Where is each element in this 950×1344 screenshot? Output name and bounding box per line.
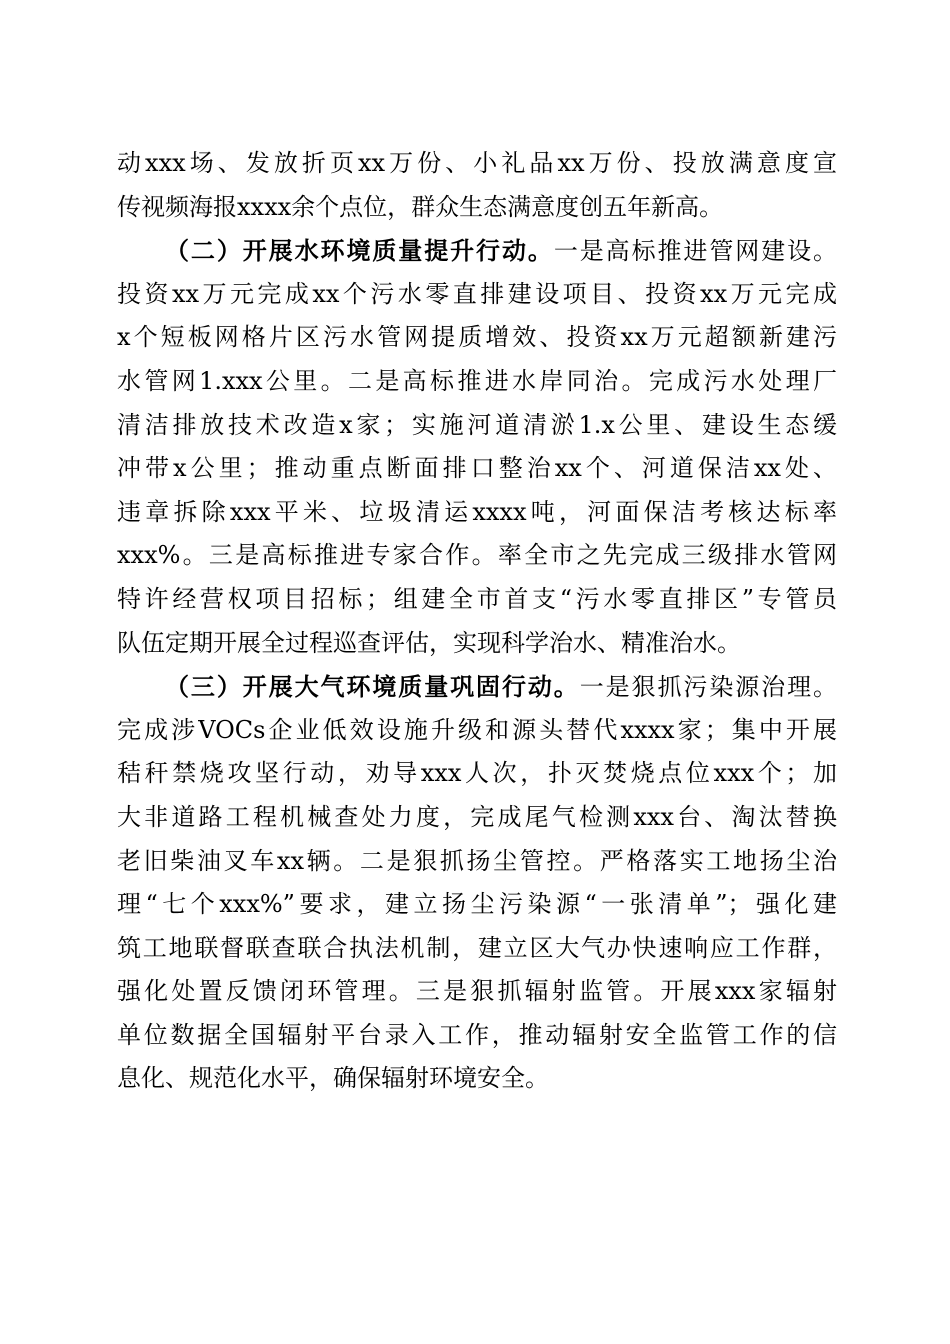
text-line: 传视频海报xxxx余个点位，群众生态满意度创五年新高。 <box>117 192 724 221</box>
text-line: 冲带x公里；推动重点断面排口整治xx个、河道保洁xx处、 <box>117 454 837 483</box>
text-line: 筑工地联督联查联合执法机制，建立区大气办快速响应工作群， <box>117 933 837 962</box>
text-line: 大非道路工程机械查处力度，完成尾气检测xxx台、淘汰替换 <box>117 802 837 831</box>
text-line: xxx%。三是高标推进专家合作。率全市之先完成三级排水管网 <box>117 541 837 570</box>
paragraph-3 <box>117 665 837 1101</box>
text-line: 息化、规范化水平，确保辐射环境安全。 <box>117 1064 549 1093</box>
text-line: 水管网1.xxx公里。二是高标推进水岸同治。完成污水处理厂 <box>117 366 837 395</box>
text-line: 单位数据全国辐射平台录入工作，推动辐射安全监管工作的信 <box>117 1020 837 1049</box>
text-line: 特许经营权项目招标；组建全市首支“污水零直排区”专管员 <box>117 584 837 613</box>
paragraph-2 <box>117 229 837 665</box>
text-line: 强化处置反馈闭环管理。三是狠抓辐射监管。开展xxx家辐射 <box>117 977 837 1006</box>
text-line: 动xxx场、发放折页xx万份、小礼品xx万份、投放满意度宣 <box>117 149 837 177</box>
document-page <box>117 142 837 1101</box>
paragraph-first-line <box>117 229 837 273</box>
text-line: 老旧柴油叉车xx辆。二是狠抓扬尘管控。严格落实工地扬尘治 <box>117 846 837 875</box>
text-line: 清洁排放技术改造x家；实施河道清淤1.x公里、建设生态缓 <box>117 410 837 439</box>
text-line: 完成涉VOCs企业低效设施升级和源头替代xxxx家；集中开展 <box>117 715 837 744</box>
section-heading: （三）开展大气环境质量巩固行动。 <box>165 672 580 702</box>
text-span: 一是高标推进管网建设。 <box>553 237 838 266</box>
section-heading: （二）开展水环境质量提升行动。 <box>165 236 554 266</box>
text-line: 理“七个xxx%”要求，建立扬尘污染源“一张清单”；强化建 <box>117 890 837 919</box>
text-line: 违章拆除xxx平米、垃圾清运xxxx吨，河面保洁考核达标率 <box>117 497 837 526</box>
text-line: 秸秆禁烧攻坚行动，劝导xxx人次，扑灭焚烧点位xxx个；加 <box>117 759 837 788</box>
text-line: x个短板网格片区污水管网提质增效、投资xx万元超额新建污 <box>117 323 837 352</box>
paragraph-first-line <box>117 665 837 709</box>
text-line: 投资xx万元完成xx个污水零直排建设项目、投资xx万元完成 <box>117 279 837 308</box>
paragraph-1 <box>117 142 837 229</box>
text-span: 一是狠抓污染源治理。 <box>579 673 837 702</box>
text-line: 队伍定期开展全过程巡查评估，实现科学治水、精准治水。 <box>117 628 741 657</box>
